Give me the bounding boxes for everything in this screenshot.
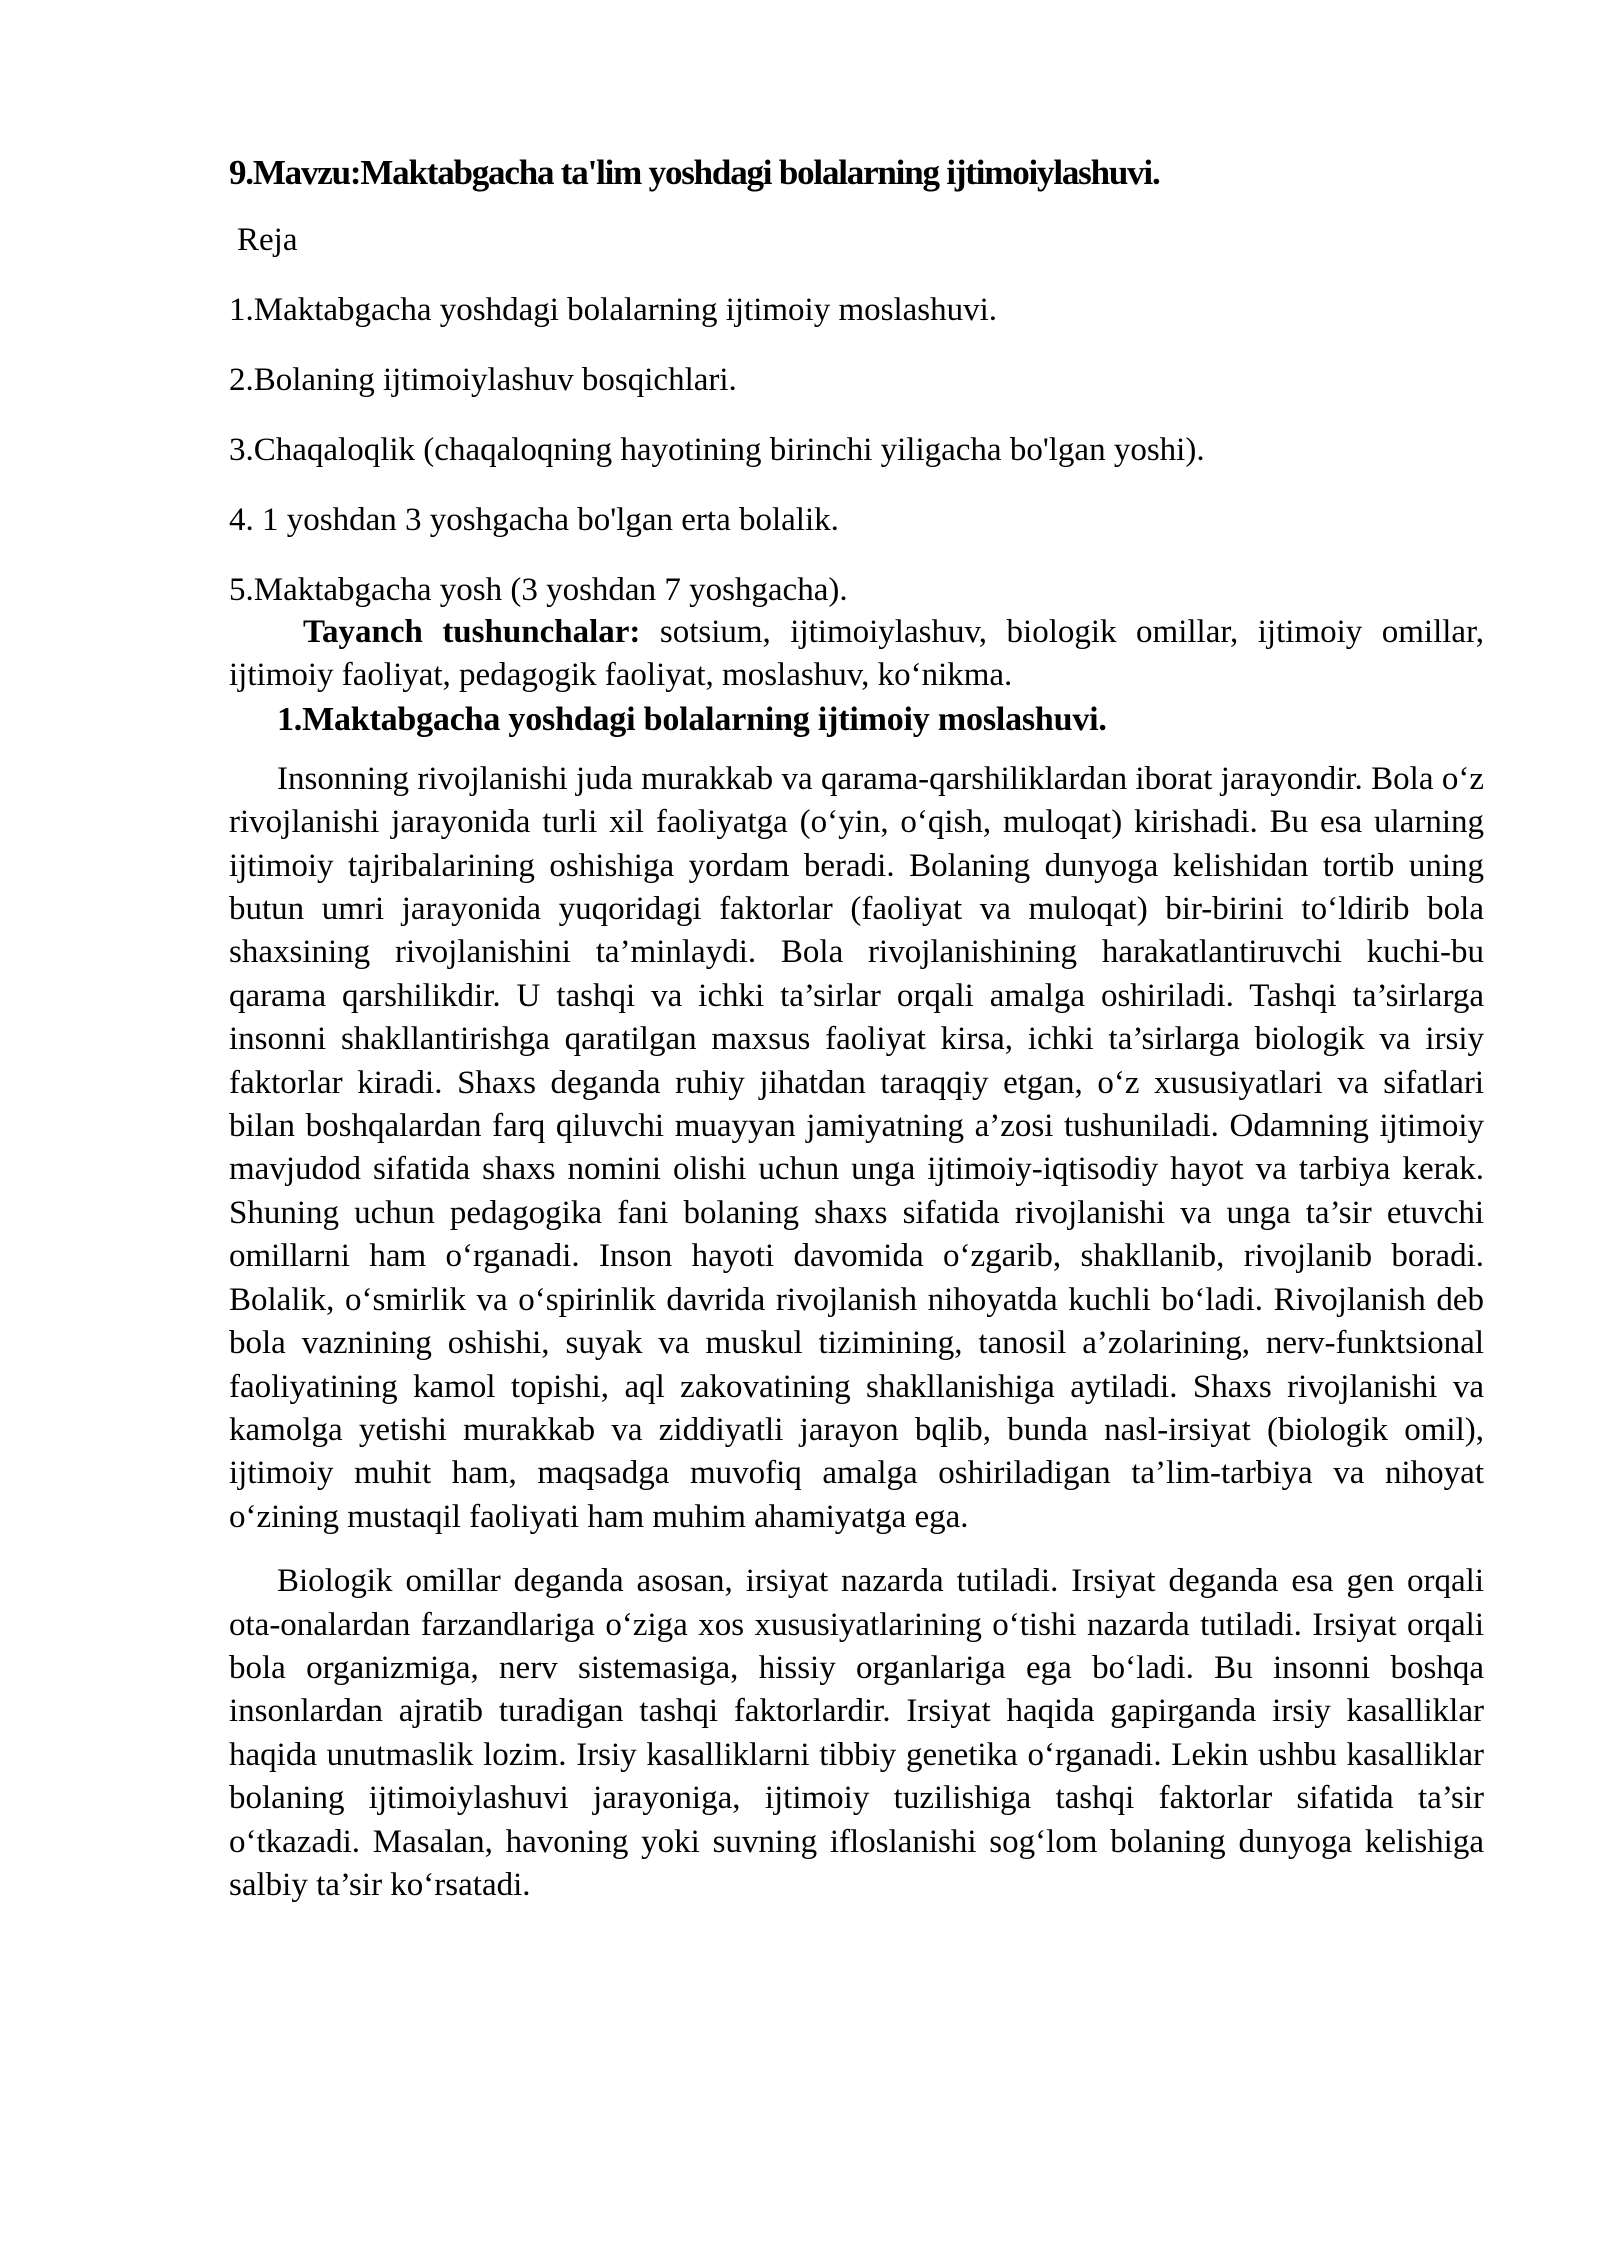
plan-item-1: 1.Maktabgacha yoshdagi bolalarning ijtimoiy moslashuvi.: [229, 292, 998, 328]
section-heading: 1.Maktabgacha yoshdagi bolalarning ijtimoiy moslashuvi.: [277, 700, 1107, 738]
plan-item-4: 4. 1 yoshdan 3 yoshgacha bo'lgan erta bolalik.: [229, 502, 839, 538]
key-concepts: [229, 611, 1484, 698]
paragraph-1: Insonning rivojlanishi juda murakkab va qarama-qarshiliklardan iborat jarayondir. Bola o‘z rivojlanishi jarayonida turli xil faoliyatga (o‘yin, o‘qish, muloqat) kirishadi. Bu esa ularning ijtimoiy tajribalarining oshishiga yordam beradi. Bolaning dunyoga kelishidan tortib uning butun umri jarayonida yuqoridagi faktorlar (faoliyat va muloqat) bir-birini to‘ldirib bola shaxsining rivojlanishini ta’minlaydi. Bola rivojlanishining harakatlantiruvchi kuchi-bu qarama qarshilikdir. U tashqi va ichki ta’sirlar orqali amalga oshiriladi. Tashqi ta’sirlarga insonni shakllantirishga qaratilgan maxsus faoliyat kirsa, ichki ta’sirlarga biologik va irsiy faktorlar kiradi. Shaxs deganda ruhiy jihatdan taraqqiy etgan, o‘z xususiyatlari va sifatlari bilan boshqalardan farq qiluvchi muayyan jamiyatning a’zosi tushuniladi. Odamning ijtimoiy mavjudod sifatida shaxs nomini olishi uchun unga ijtimoiy-iqtisodiy hayot va tarbiya kerak. Shuning uchun pedagogika fani bolaning shaxs sifatida rivojlanishi va unga ta’sir etuvchi omillarni ham o‘rganadi. Inson hayoti davomida o‘zgarib, shakllanib, rivojlanib boradi. Bolalik, o‘smirlik va o‘spirinlik davrida rivojlanish nihoyatda kuchli bo‘ladi. Rivojlanish deb bola vaznining oshishi, suyak va muskul tizimining, tanosil a’zolarining, nerv-funktsional faoliyatining kamol topishi, aql zakovatining shakllanishiga aytiladi. Shaxs rivojlanishi va kamolga yetishi murakkab va ziddiyatli jarayon bqlib, bunda nasl-irsiyat (biologik omil), ijtimoiy muhit ham, maqsadga muvofiq amalga oshiriladigan ta’lim-tarbiya va nihoyat o‘zining mustaqil faoliyati ham muhim ahamiyatga ega.: [229, 760, 1484, 1535]
document-page: [229, 151, 1484, 1928]
paragraph-2: Biologik omillar deganda asosan, irsiyat nazarda tutiladi. Irsiyat deganda esa gen orqali ota-onalardan farzandlariga o‘ziga xos xususiyatlarining o‘tishi nazarda tutiladi. Irsiyat orqali bola organizmiga, nerv sistemasiga, hissiy organlariga ega bo‘ladi. Bu insonni boshqa insonlardan ajratib turadigan tashqi faktorlardir. Irsiyat haqida gapirganda irsiy kasalliklar haqida unutmaslik lozim. Irsiy kasalliklarni tibbiy genetika o‘rganadi. Lekin ushbu kasalliklar bolaning ijtimoiylashuvi jarayoniga, ijtimoiy tuzilishiga tashqi faktorlar sifatida ta’sir o‘tkazadi. Masalan, havoning yoki suvning ifloslanishi sog‘lom bolaning dunyoga kelishiga salbiy ta’sir ko‘rsatadi.: [229, 1563, 1484, 1903]
key-concepts-text: sotsium, ijtimoiylashuv, biologik omillar, ijtimoiy omillar, ijtimoiy faoliyat, pedagogik faoliyat, moslashuv, ko‘nikma.: [229, 614, 1484, 694]
key-concepts-label: Tayanch tushunchalar:: [303, 614, 641, 650]
plan-item-3: 3.Chaqaloqlik (chaqaloqning hayotining birinchi yiligacha bo'lgan yoshi).: [229, 432, 1205, 468]
document-title: 9.Mavzu:Maktabgacha ta'lim yoshdagi bolalarning ijtimoiylashuvi.: [229, 153, 1160, 192]
plan-item-5: 5.Maktabgacha yosh (3 yoshdan 7 yoshgacha).: [229, 572, 848, 608]
plan-item-2: 2.Bolaning ijtimoiylashuv bosqichlari.: [229, 362, 737, 398]
plan-label: Reja: [237, 222, 298, 258]
